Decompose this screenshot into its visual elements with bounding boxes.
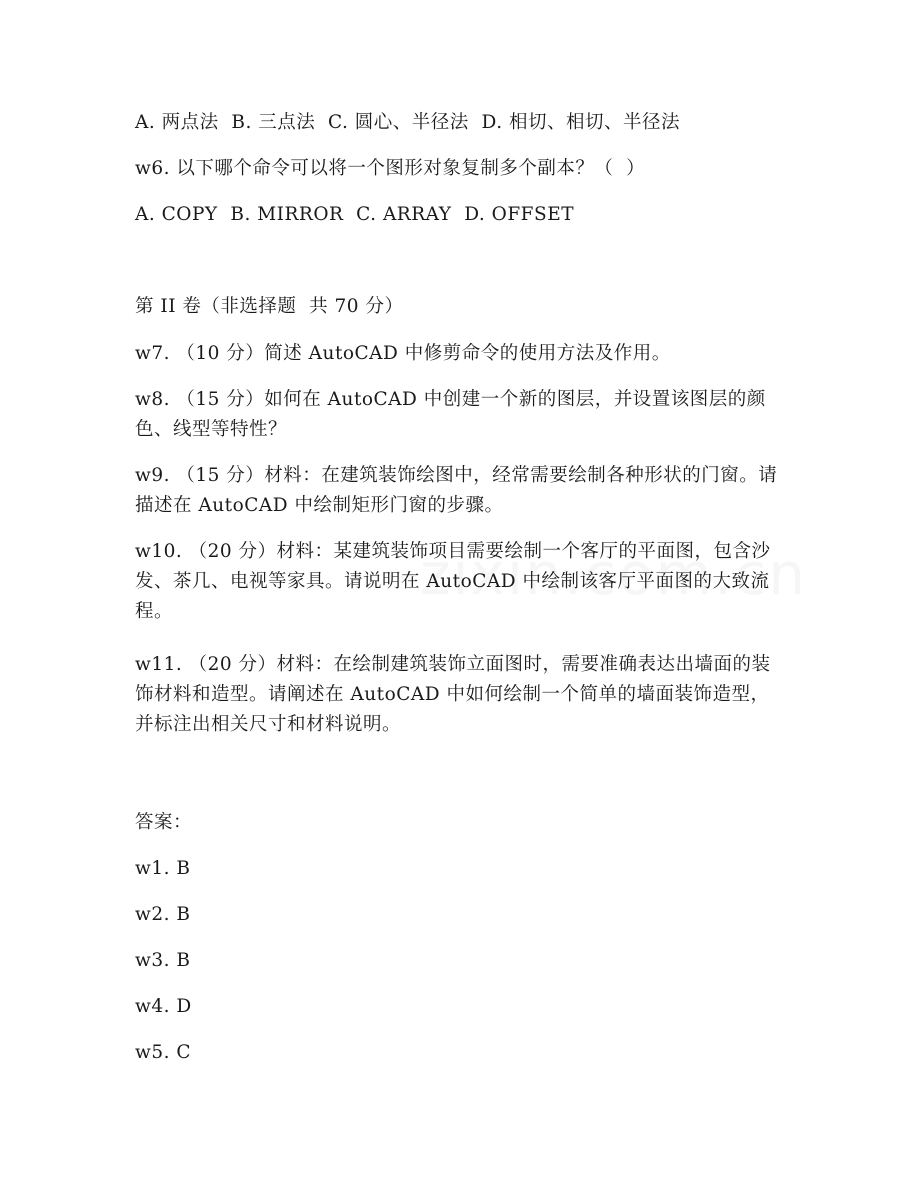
question-w10: w10. （20 分）材料：某建筑装饰项目需要绘制一个客厅的平面图，包含沙发、茶几、电视等家具。请说明在 AutoCAD 中绘制该客厅平面图的大致流程。 [135, 541, 771, 622]
q6-options: A. COPY B. MIRROR C. ARRAY D. OFFSET [135, 204, 575, 225]
q5-options: A. 两点法 B. 三点法 C. 圆心、半径法 D. 相切、相切、半径法 [135, 112, 680, 133]
answer-item: w2. B [135, 904, 191, 925]
question-w7: w7. （10 分）简述 AutoCAD 中修剪命令的使用方法及作用。 [135, 343, 671, 364]
question-w8: w8. （15 分）如何在 AutoCAD 中创建一个新的图层，并设置该图层的颜色、线型等特性？ [135, 389, 766, 440]
section-title: 第 II 卷（非选择题 共 70 分） [135, 296, 404, 317]
answer-item: w5. C [135, 1042, 192, 1063]
q6-stem: w6. 以下哪个命令可以将一个图形对象复制多个副本？（ ） [135, 158, 646, 179]
question-w9: w9. （15 分）材料：在建筑装饰绘图中，经常需要绘制各种形状的门窗。请描述在 AutoCAD 中绘制矩形门窗的步骤。 [135, 465, 778, 516]
answers-title: 答案： [135, 812, 193, 833]
answer-item: w4. D [135, 996, 192, 1017]
question-w11: w11. （20 分）材料：在绘制建筑装饰立面图时，需要准确表达出墙面的装饰材料和造型。请阐述在 AutoCAD 中如何绘制一个简单的墙面装饰造型，并标注出相关尺寸和材料说明。 [135, 654, 771, 735]
answer-item: w3. B [135, 950, 191, 971]
answer-item: w1. B [135, 858, 191, 879]
